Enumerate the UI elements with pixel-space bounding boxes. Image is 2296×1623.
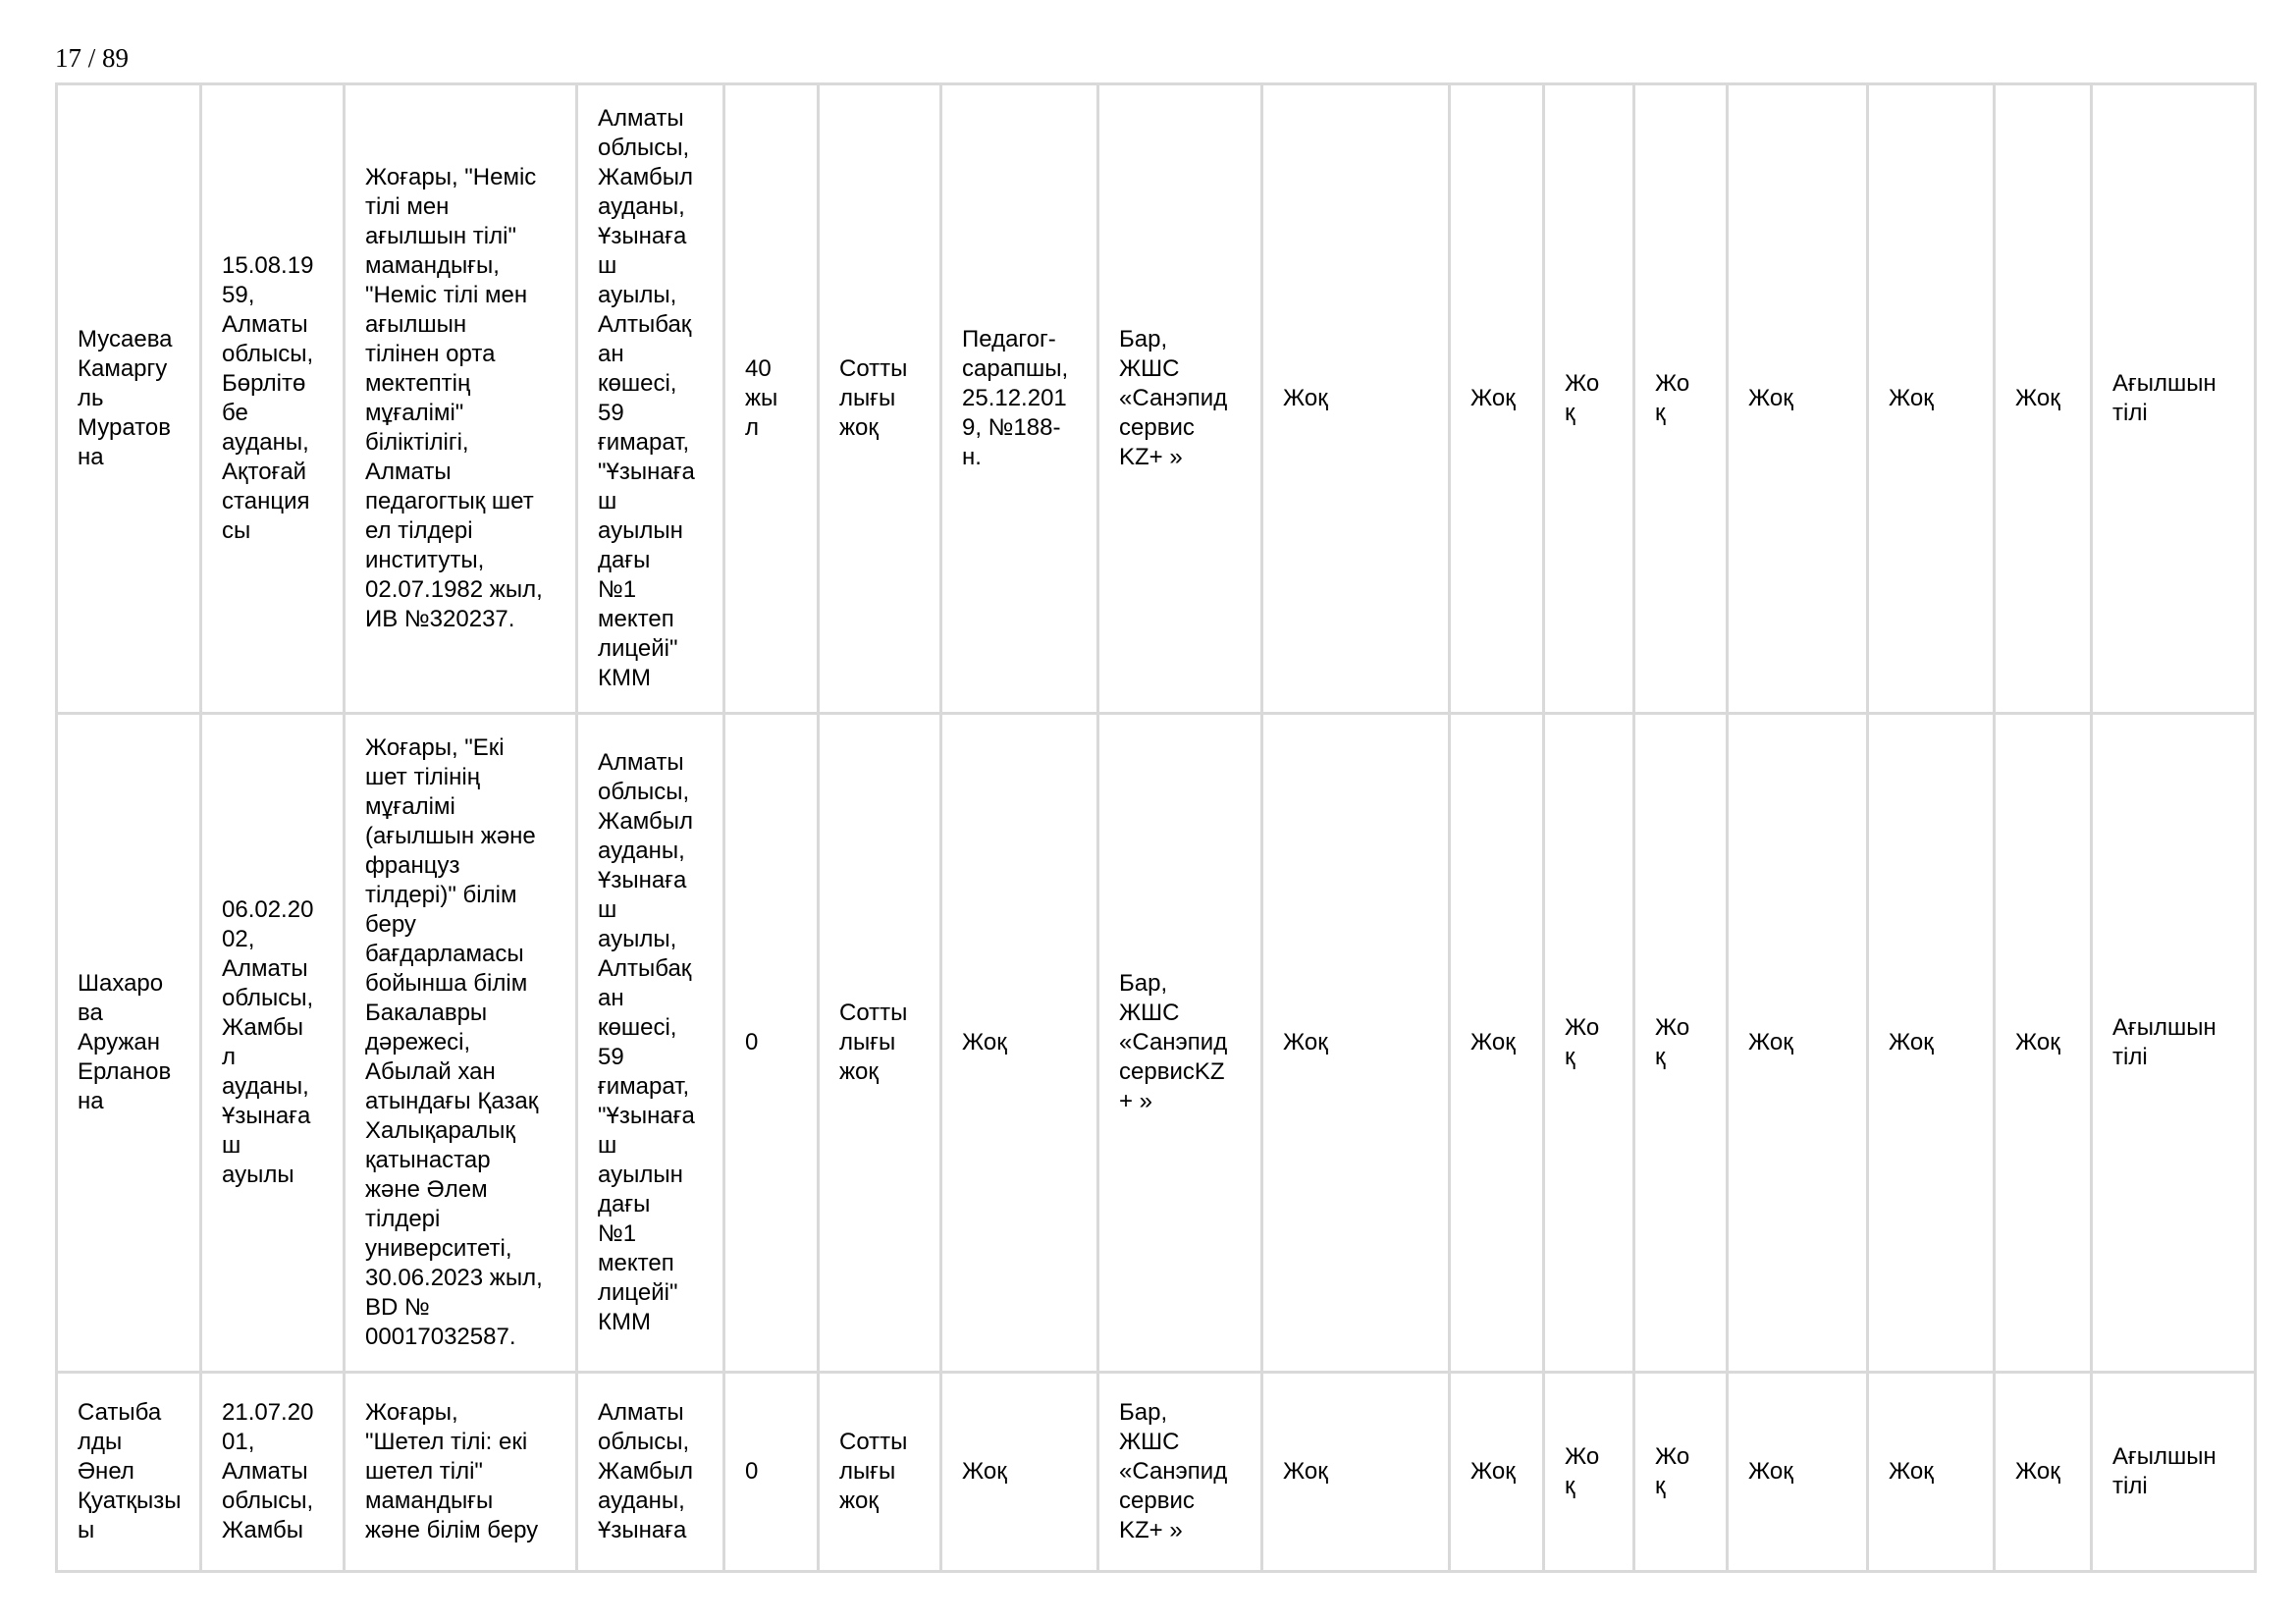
cell-field-10: Жоқ <box>1450 714 1544 1373</box>
cell-field-15: Жоқ <box>1995 714 2092 1373</box>
cell-criminal-record: Сотты лығы жоқ <box>819 84 941 714</box>
cell-field-13: Жоқ <box>1728 1373 1868 1572</box>
personnel-table <box>55 82 2257 1573</box>
cell-birth-date-place: 15.08.19 59, Алматы облысы, Бөрлітө бе ауданы, Ақтоғай станция сы <box>201 84 345 714</box>
cell-education: Жоғары, "Неміс тілі мен ағылшын тілі" мамандығы, "Неміс тілі мен ағылшын тілінен орта мектептің мұғалімі" біліктілігі, Алматы педагогтық шет ел тілдері институты, 02.07.1982 жыл, ИВ №320237. <box>345 84 577 714</box>
cell-category: Жоқ <box>941 714 1098 1373</box>
table-row <box>57 1373 2256 1572</box>
cell-field-12: Жо қ <box>1634 84 1728 714</box>
cell-subject: Ағылшын тілі <box>2092 84 2256 714</box>
cell-field-12: Жо қ <box>1634 714 1728 1373</box>
cell-full-name: Шахаро ва Аружан Ерланов на <box>57 714 201 1373</box>
cell-field-13: Жоқ <box>1728 84 1868 714</box>
cell-field-11: Жо қ <box>1544 714 1634 1373</box>
cell-field-15: Жоқ <box>1995 1373 2092 1572</box>
cell-full-name: Мусаева Камаргу ль Муратов на <box>57 84 201 714</box>
cell-field-14: Жоқ <box>1868 1373 1995 1572</box>
cell-education: Жоғары, "Екі шет тілінің мұғалімі (ағылшын және француз тілдері)" білім беру бағдарламасы бойынша білім Бакалавры дәрежесі, Абылай хан атындағы Қазақ Халықаралық қатынастар және Әлем тілдері университеті, 30.06.2023 жыл, BD № 00017032587. <box>345 714 577 1373</box>
page-number: 17 / 89 <box>55 43 130 73</box>
cell-education: Жоғары, "Шетел тілі: екі шетел тілі" мамандығы және білім беру <box>345 1373 577 1572</box>
cell-birth-date-place: 06.02.20 02, Алматы облысы, Жамбы л ауданы, Ұзынаға ш ауылы <box>201 714 345 1373</box>
cell-birth-date-place: 21.07.20 01, Алматы облысы, Жамбы <box>201 1373 345 1572</box>
cell-workplace: Алматы облысы, Жамбыл ауданы, Ұзынаға ш ауылы, Алтыбақ ан көшесі, 59 ғимарат, "Ұзынаға ш ауылын дағы №1 мектеп лицейі" КММ <box>577 714 724 1373</box>
table-row <box>57 84 2256 714</box>
cell-field-13: Жоқ <box>1728 714 1868 1373</box>
cell-field-11: Жо қ <box>1544 84 1634 714</box>
cell-field-9: Жоқ <box>1262 714 1450 1373</box>
cell-subject: Ағылшын тілі <box>2092 1373 2256 1572</box>
cell-category: Педагог- сарапшы, 25.12.201 9, №188- н. <box>941 84 1098 714</box>
cell-field-9: Жоқ <box>1262 1373 1450 1572</box>
cell-field-15: Жоқ <box>1995 84 2092 714</box>
cell-experience: 0 <box>724 714 819 1373</box>
cell-criminal-record: Сотты лығы жоқ <box>819 714 941 1373</box>
cell-medical: Бар, ЖШС «Санэпид сервис KZ+ » <box>1098 84 1262 714</box>
cell-medical: Бар, ЖШС «Санэпид сервис KZ+ » <box>1098 1373 1262 1572</box>
cell-experience: 0 <box>724 1373 819 1572</box>
cell-experience: 40 жы л <box>724 84 819 714</box>
table-row <box>57 714 2256 1373</box>
cell-field-12: Жо қ <box>1634 1373 1728 1572</box>
cell-workplace: Алматы облысы, Жамбыл ауданы, Ұзынаға <box>577 1373 724 1572</box>
cell-field-11: Жо қ <box>1544 1373 1634 1572</box>
cell-field-10: Жоқ <box>1450 1373 1544 1572</box>
cell-full-name: Сатыба лды Әнел Қуатқызы ы <box>57 1373 201 1572</box>
cell-field-9: Жоқ <box>1262 84 1450 714</box>
cell-field-14: Жоқ <box>1868 84 1995 714</box>
cell-medical: Бар, ЖШС «Санэпид сервисKZ + » <box>1098 714 1262 1373</box>
cell-criminal-record: Сотты лығы жоқ <box>819 1373 941 1572</box>
cell-workplace: Алматы облысы, Жамбыл ауданы, Ұзынаға ш ауылы, Алтыбақ ан көшесі, 59 ғимарат, "Ұзынаға ш ауылын дағы №1 мектеп лицейі" КММ <box>577 84 724 714</box>
cell-category: Жоқ <box>941 1373 1098 1572</box>
cell-field-14: Жоқ <box>1868 714 1995 1373</box>
cell-subject: Ағылшын тілі <box>2092 714 2256 1373</box>
cell-field-10: Жоқ <box>1450 84 1544 714</box>
